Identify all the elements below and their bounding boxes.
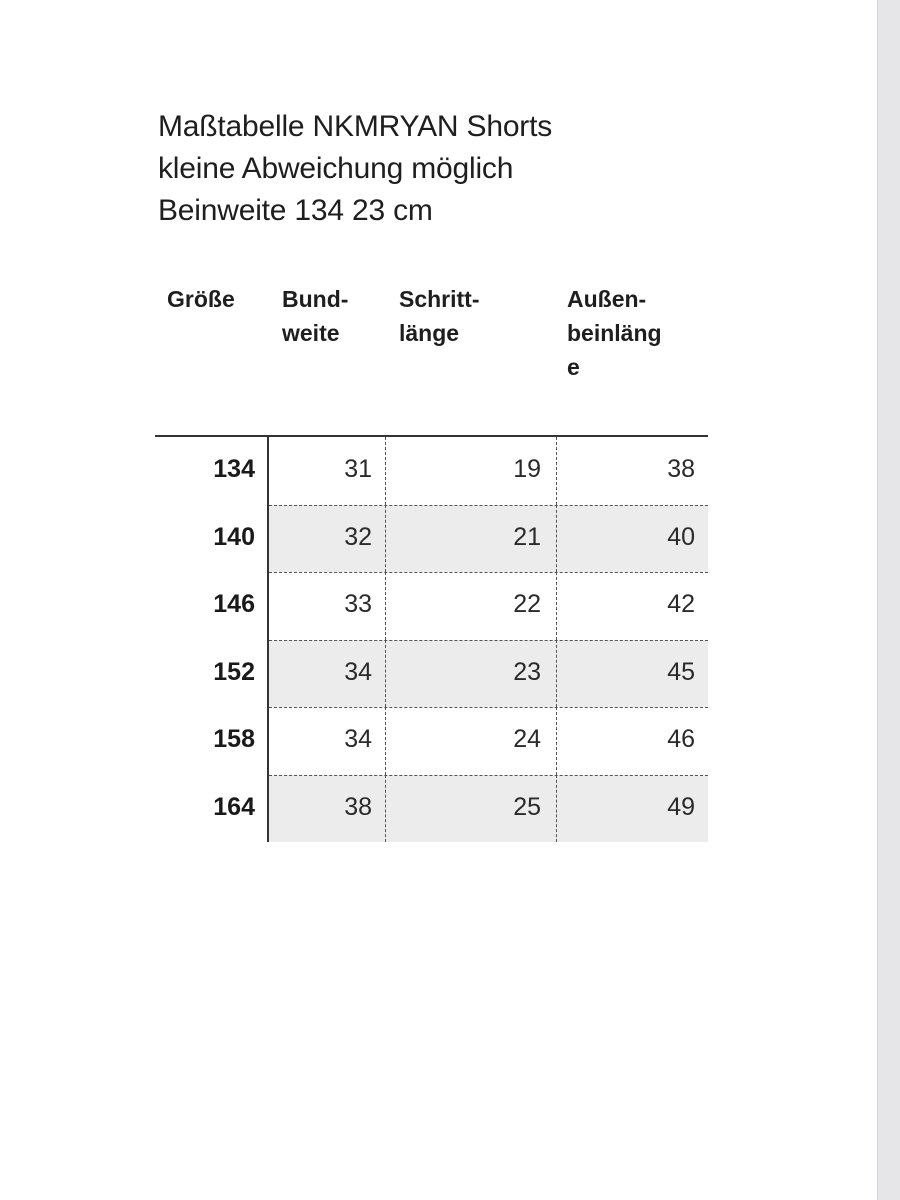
cell-outseam: 42 xyxy=(667,590,695,618)
column-header-outseam-line-2: beinläng xyxy=(567,320,662,346)
column-header-size-label: Größe xyxy=(167,286,235,312)
cell-waist: 32 xyxy=(344,522,372,551)
column-divider xyxy=(556,775,557,843)
cell-size: 140 xyxy=(213,522,255,551)
cell-size: 152 xyxy=(213,657,255,686)
column-header-inseam xyxy=(399,282,480,350)
title-line-1: Maßtabelle NKMRYAN Shorts xyxy=(158,110,553,143)
scrollbar-track[interactable] xyxy=(877,0,900,1200)
cell-inseam: 19 xyxy=(513,455,541,483)
cell-outseam: 40 xyxy=(667,522,695,551)
table-row xyxy=(155,775,708,843)
cell-size: 158 xyxy=(213,725,255,753)
cell-inseam: 22 xyxy=(513,590,541,618)
cell-inseam: 24 xyxy=(513,725,541,753)
column-header-size xyxy=(167,282,235,316)
table-row xyxy=(155,640,708,708)
cell-waist: 31 xyxy=(344,455,372,483)
cell-waist: 38 xyxy=(344,792,372,821)
column-divider xyxy=(556,707,557,775)
cell-size: 134 xyxy=(213,455,255,483)
cell-outseam: 45 xyxy=(667,657,695,686)
column-header-outseam xyxy=(567,282,662,384)
column-header-waist xyxy=(282,282,348,350)
column-divider xyxy=(556,640,557,708)
column-divider xyxy=(556,437,557,505)
column-header-inseam-line-2: länge xyxy=(399,320,460,346)
table-row xyxy=(155,505,708,573)
table-row xyxy=(155,572,708,640)
cell-outseam: 46 xyxy=(667,725,695,753)
title-line-3: Beinweite 134 23 cm xyxy=(158,194,433,227)
column-header-outseam-line-1: Außen- xyxy=(567,286,647,312)
cell-size: 164 xyxy=(213,792,255,821)
column-header-outseam-line-3: e xyxy=(567,354,580,380)
table-row xyxy=(155,707,708,775)
column-divider xyxy=(556,572,557,640)
column-divider xyxy=(385,707,386,775)
column-divider xyxy=(385,572,386,640)
page-title xyxy=(158,106,552,232)
cell-outseam: 38 xyxy=(667,455,695,483)
column-divider xyxy=(385,437,386,505)
cell-inseam: 25 xyxy=(513,792,541,821)
column-divider xyxy=(385,775,386,843)
cell-inseam: 21 xyxy=(513,522,541,551)
column-header-waist-line-2: weite xyxy=(282,320,340,346)
cell-outseam: 49 xyxy=(667,792,695,821)
cell-waist: 34 xyxy=(344,725,372,753)
table-row xyxy=(155,437,708,505)
title-line-2: kleine Abweichung möglich xyxy=(158,152,514,185)
column-divider xyxy=(385,505,386,573)
column-header-inseam-line-1: Schritt- xyxy=(399,286,480,312)
cell-waist: 34 xyxy=(344,657,372,686)
table-left-rule xyxy=(267,436,269,842)
cell-inseam: 23 xyxy=(513,657,541,686)
column-divider xyxy=(385,640,386,708)
cell-waist: 33 xyxy=(344,590,372,618)
cell-size: 146 xyxy=(213,590,255,618)
column-divider xyxy=(556,505,557,573)
size-table-body xyxy=(155,437,708,842)
column-header-waist-line-1: Bund- xyxy=(282,286,349,312)
